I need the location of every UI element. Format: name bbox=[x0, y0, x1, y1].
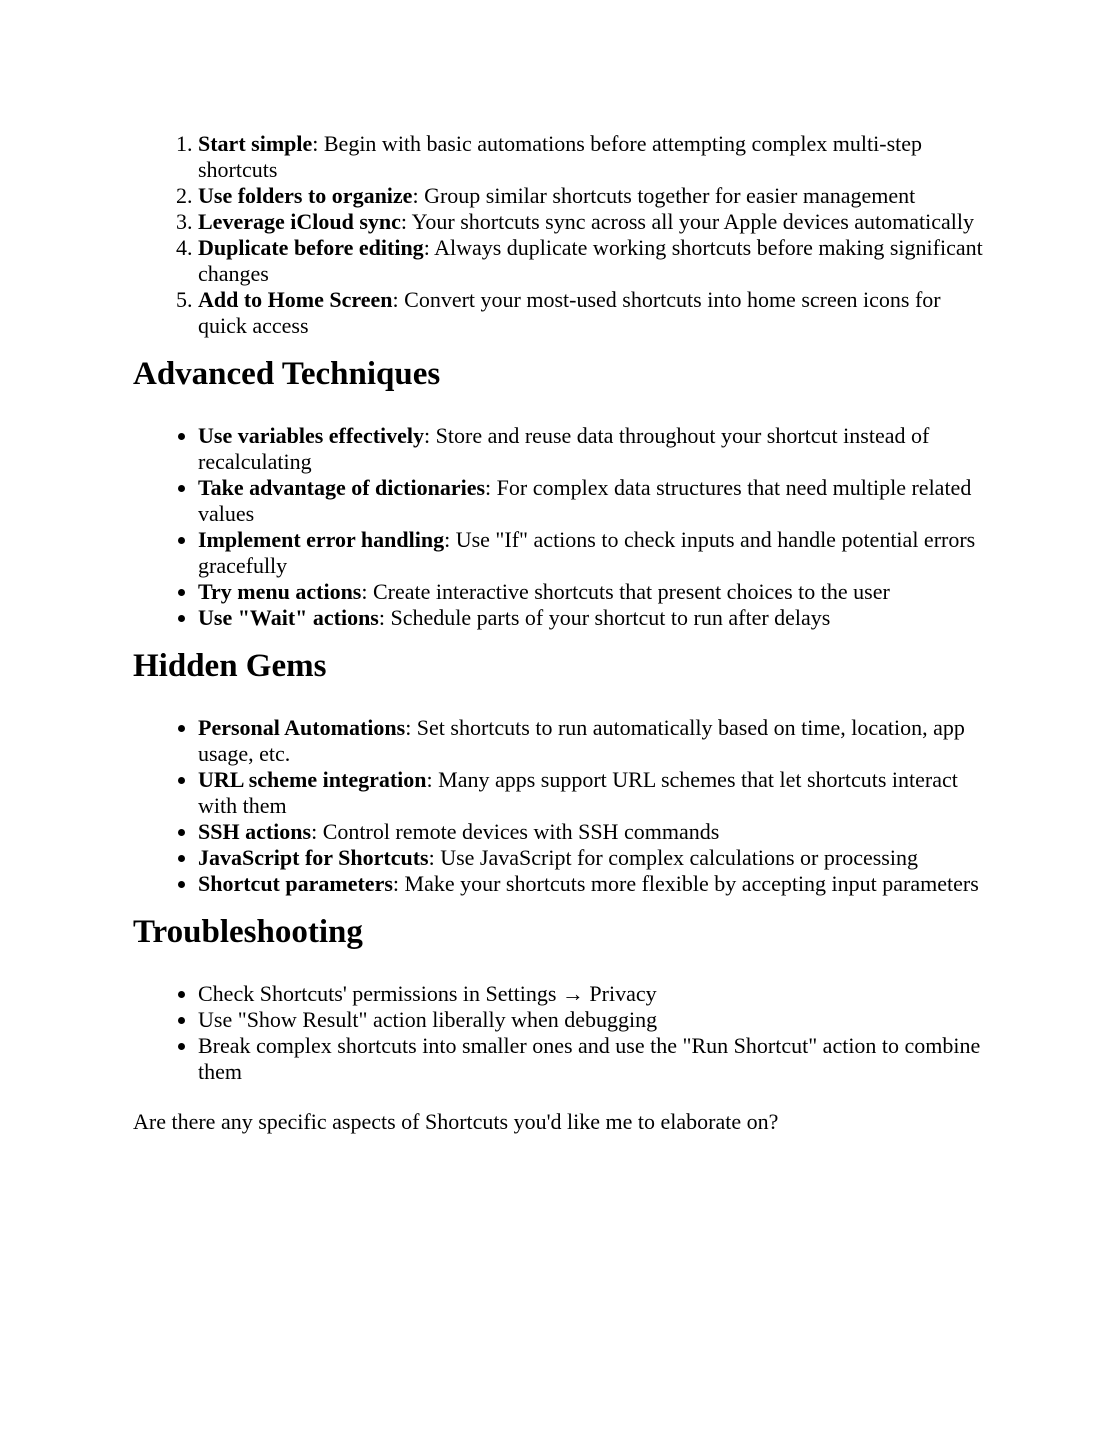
section-heading-hidden-gems: Hidden Gems bbox=[133, 648, 327, 684]
section-troubleshooting bbox=[133, 913, 985, 1085]
term-bold: Add to Home Screen bbox=[198, 287, 393, 312]
list-item bbox=[198, 1033, 985, 1085]
term-bold: Use variables effectively bbox=[198, 423, 425, 448]
list-item bbox=[198, 819, 985, 845]
term-bold: JavaScript for Shortcuts bbox=[198, 845, 429, 870]
list-item bbox=[198, 715, 985, 767]
item-text: : Create interactive shortcuts that present choices to the user bbox=[361, 579, 890, 604]
list-item bbox=[198, 767, 985, 819]
item-text: : Always duplicate working shortcuts before making significant changes bbox=[198, 235, 983, 286]
term-bold: Start simple bbox=[198, 131, 313, 156]
section-advanced-techniques bbox=[133, 355, 985, 631]
list-item bbox=[198, 235, 985, 287]
numbered-tips-list bbox=[133, 131, 985, 339]
item-text: : Store and reuse data throughout your shortcut instead of recalculating bbox=[198, 423, 930, 474]
bullet-list bbox=[133, 715, 985, 897]
section-heading-advanced-techniques: Advanced Techniques bbox=[133, 356, 441, 392]
term-bold: Shortcut parameters bbox=[198, 871, 393, 896]
list-item bbox=[198, 423, 985, 475]
item-text: : For complex data structures that need multiple related values bbox=[198, 475, 972, 526]
item-text: : Schedule parts of your shortcut to run after delays bbox=[378, 605, 831, 630]
list-item bbox=[198, 527, 985, 579]
term-bold: Personal Automations bbox=[198, 715, 406, 740]
item-text: : Control remote devices with SSH commands bbox=[311, 819, 720, 844]
bullet-list bbox=[133, 981, 985, 1085]
term-bold: SSH actions bbox=[198, 819, 312, 844]
item-text: : Begin with basic automations before attempting complex multi-step shortcuts bbox=[198, 131, 923, 182]
term-bold: Use "Wait" actions bbox=[198, 605, 379, 630]
item-text: Use "Show Result" action liberally when debugging bbox=[198, 1007, 658, 1032]
item-text: : Use JavaScript for complex calculations or processing bbox=[428, 845, 918, 870]
term-bold: Use folders to organize bbox=[198, 183, 413, 208]
closing-question: Are there any specific aspects of Shortcuts you'd like me to elaborate on? bbox=[133, 1109, 779, 1134]
list-item bbox=[198, 209, 985, 235]
item-text: : Group similar shortcuts together for easier management bbox=[412, 183, 916, 208]
item-text: : Use "If" actions to check inputs and handle potential errors gracefully bbox=[198, 527, 976, 578]
list-item bbox=[198, 845, 985, 871]
list-item bbox=[198, 1007, 985, 1033]
item-text: : Make your shortcuts more flexible by accepting input parameters bbox=[392, 871, 979, 896]
term-bold: Try menu actions bbox=[198, 579, 362, 604]
term-bold: Duplicate before editing bbox=[198, 235, 424, 260]
section-hidden-gems bbox=[133, 647, 985, 897]
item-text: Break complex shortcuts into smaller ones and use the "Run Shortcut" action to combine them bbox=[198, 1033, 981, 1084]
term-bold: Take advantage of dictionaries bbox=[198, 475, 486, 500]
term-bold: Leverage iCloud sync bbox=[198, 209, 401, 234]
list-item bbox=[198, 871, 985, 897]
item-text: : Your shortcuts sync across all your Apple devices automatically bbox=[400, 209, 975, 234]
list-item bbox=[198, 579, 985, 605]
list-item bbox=[198, 605, 985, 631]
section-heading-troubleshooting: Troubleshooting bbox=[133, 914, 363, 950]
item-text: : Set shortcuts to run automatically based on time, location, app usage, etc. bbox=[198, 715, 965, 766]
term-bold: Implement error handling bbox=[198, 527, 445, 552]
item-text: Check Shortcuts' permissions in Settings → Privacy bbox=[198, 981, 657, 1006]
list-item bbox=[198, 981, 985, 1007]
item-text: : Many apps support URL schemes that let shortcuts interact with them bbox=[198, 767, 958, 818]
list-item bbox=[198, 287, 985, 339]
item-text: : Convert your most-used shortcuts into home screen icons for quick access bbox=[198, 287, 941, 338]
list-item bbox=[198, 131, 985, 183]
term-bold: URL scheme integration bbox=[198, 767, 427, 792]
list-item bbox=[198, 475, 985, 527]
bullet-list bbox=[133, 423, 985, 631]
list-item bbox=[198, 183, 985, 209]
